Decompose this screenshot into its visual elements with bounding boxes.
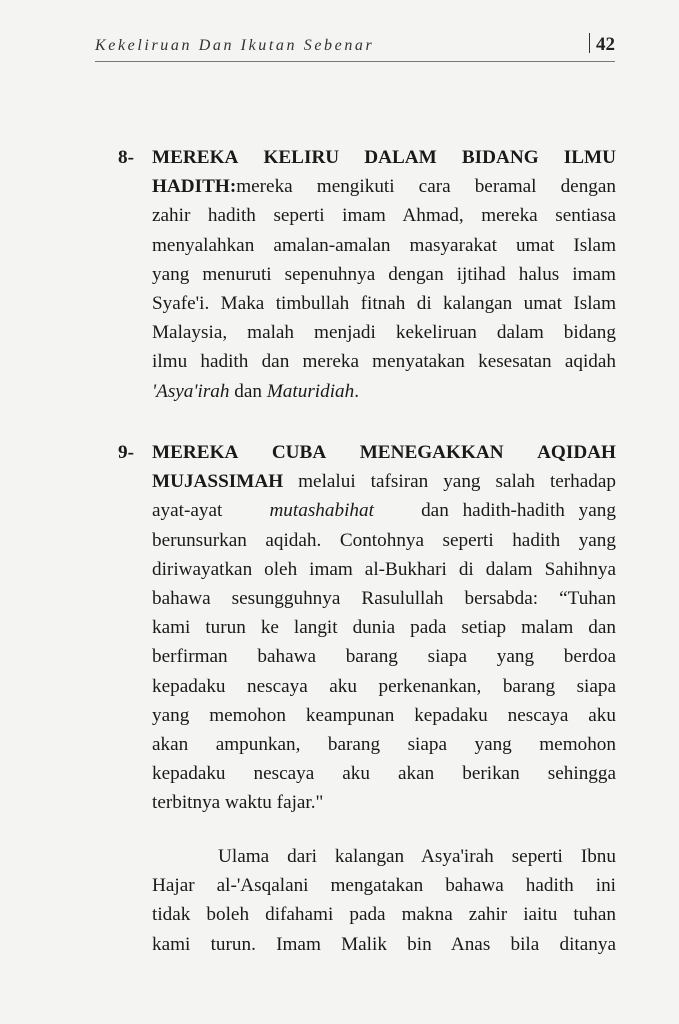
text-line: terbitnya waktu fajar." <box>152 792 324 814</box>
page-number-value: 42 <box>596 34 615 55</box>
text-span: ayat-ayat <box>152 500 223 522</box>
text-line: kepadaku nescaya aku perkenankan, barang siapa <box>152 675 616 697</box>
heading-word: MENEGAKKAN <box>359 442 504 463</box>
heading-word: MEREKA <box>152 442 239 463</box>
text-line: yang memohon keampunan kepadaku nescaya aku <box>152 704 616 726</box>
body-paragraph <box>152 842 616 959</box>
heading-word: BIDANG <box>461 147 539 168</box>
item-heading <box>152 438 616 467</box>
item-number: 9- <box>118 442 134 463</box>
text-line <box>152 467 616 496</box>
heading-tail: HADITH: <box>152 176 237 198</box>
running-title: Kekeliruan Dan Ikutan Sebenar <box>95 37 375 54</box>
text-line: berunsurkan aqidah. Contohnya seperti hadith yang <box>152 529 616 551</box>
text-line: kami turun ke langit dunia pada setiap malam dan <box>152 617 616 639</box>
page-number <box>589 33 616 56</box>
heading-word: CUBA <box>271 442 327 463</box>
text-line: yang menuruti sepenuhnya dengan ijtihad halus imam <box>152 263 616 285</box>
heading-word: AQIDAH <box>537 442 616 463</box>
heading-word: MEREKA <box>152 147 239 168</box>
running-header <box>95 33 615 63</box>
text-line: akan ampunkan, barang siapa yang memohon <box>152 734 616 756</box>
text-line <box>152 496 616 525</box>
text-span: melalui tafsiran yang salah terhadap <box>283 471 616 493</box>
page-number-divider <box>589 33 591 53</box>
text-line: menyalahkan amalan-amalan masyarakat umat Islam <box>152 234 616 256</box>
text-span: mereka mengikuti cara beramal dengan <box>236 176 616 198</box>
item-heading <box>152 143 616 172</box>
text-span: . <box>354 380 360 402</box>
italic-term: mutashabihat <box>269 500 374 522</box>
heading-word: DALAM <box>364 147 437 168</box>
text-line: Malaysia, malah menjadi kekeliruan dalam bidang <box>152 322 616 344</box>
list-item-9 <box>118 438 616 818</box>
heading-word: ILMU <box>563 147 616 168</box>
italic-term: Maturidiah <box>266 380 355 402</box>
item-number: 8- <box>118 147 134 168</box>
text-line: bahawa sesungguhnya Rasulullah bersabda: “Tuhan <box>152 588 616 610</box>
list-item-8 <box>118 143 616 406</box>
text-line <box>152 377 616 406</box>
text-line: zahir hadith seperti imam Ahmad, mereka sentiasa <box>152 205 616 227</box>
text-line: Ulama dari kalangan Asya'irah seperti Ibnu <box>218 846 616 867</box>
heading-word: KELIRU <box>263 147 340 168</box>
text-span: dan <box>229 380 267 402</box>
text-line: diriwayatkan oleh imam al-Bukhari di dalam Sahihnya <box>152 558 616 580</box>
text-line <box>152 172 616 201</box>
text-line: tidak boleh difahami pada makna zahir iaitu tuhan <box>152 904 616 926</box>
text-line: berfirman bahawa barang siapa yang berdoa <box>152 646 616 668</box>
text-line: kami turun. Imam Malik bin Anas bila ditanya <box>152 933 616 955</box>
text-line: Syafe'i. Maka timbullah fitnah di kalangan umat Islam <box>152 293 616 315</box>
text-line: kepadaku nescaya aku akan berikan sehingga <box>152 763 616 785</box>
text-line: ilmu hadith dan mereka menyatakan kesesatan aqidah <box>152 351 616 373</box>
heading-tail: MUJASSIMAH <box>152 471 284 493</box>
item-body <box>152 143 616 406</box>
italic-term: 'Asya'irah <box>152 380 230 402</box>
header-rule <box>95 61 615 62</box>
text-line: Hajar al-'Asqalani mengatakan bahawa hadith ini <box>152 875 616 897</box>
item-body <box>152 438 616 818</box>
text-span: dan hadith-hadith yang <box>421 500 616 522</box>
